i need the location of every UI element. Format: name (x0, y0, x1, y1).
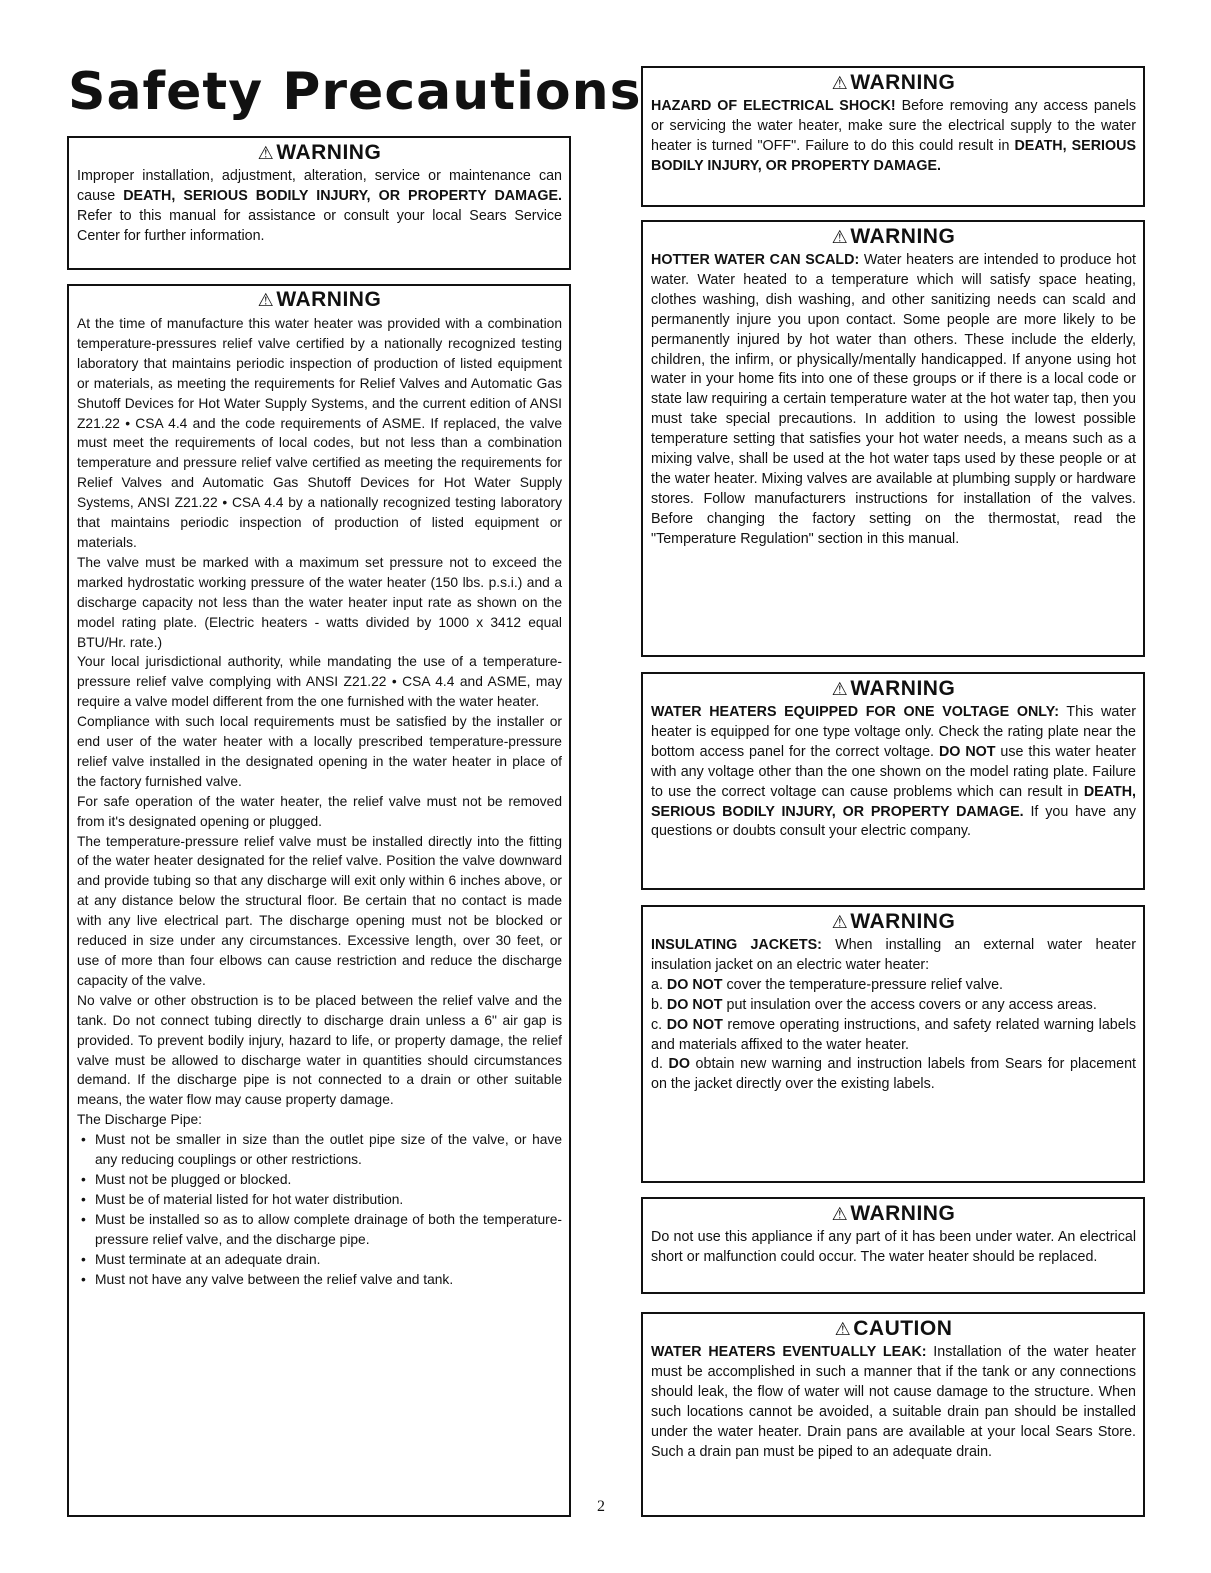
warning-triangle-icon: ⚠ (834, 1319, 852, 1339)
list-item: b. DO NOT put insulation over the access covers or any access areas. (651, 996, 1097, 1013)
page-title: Safety Precautions (68, 62, 642, 122)
warning-heading: ⚠WARNING (831, 677, 956, 700)
warning-heading: ⚠WARNING (831, 1202, 956, 1225)
warning-text: HOTTER WATER CAN SCALD: Water heaters are intended to produce hot water. Water heated to a temperature which will satisfy space heating, clothes washing, dish washing, and other sanitizing needs can scald and permanently injure you upon contact. Some people are more likely to be permanently injured by hot water than others. These include the elderly, children, the infirm, or physically/mentally handicapped. If anyone using hot water in your home fits into one of these groups or if there is a local code or state law requiring a certain temperature water at the hot water tap, then you must take special precautions. In addition to using the lowest possible temperature setting that satisfies your hot water needs, a means such as a mixing valve, shall be used at the hot water taps used by these people or at the water heater. Mixing valves are available at plumbing supply or hardware stores. Follow manufacturers instructions for installation of the valves. Before changing the factory setting on the thermostat, read the "Temperature Regulation" section in this manual. (651, 252, 1137, 547)
paragraph: Compliance with such local requirements must be satisfied by the installer or end user of the water heater with a locally prescribed temperature-pressure relief valve installed in the designated opening in the water heater in place of the factory furnished valve. (77, 714, 562, 789)
warning-box-one-voltage (641, 672, 1145, 890)
list-item: d. DO obtain new warning and instruction labels from Sears for placement on the jacket directly over the existing labels. (651, 1056, 1136, 1093)
list-item: c. DO NOT remove operating instructions, and safety related warning labels and materials affixed to the water heater. (651, 1016, 1137, 1053)
warning-heading: ⚠WARNING (257, 141, 382, 164)
warning-triangle-icon: ⚠ (831, 1204, 849, 1224)
page-number: 2 (597, 1498, 605, 1515)
warning-box-improper-installation (67, 136, 571, 270)
caution-box-leak (641, 1312, 1145, 1517)
paragraph: The valve must be marked with a maximum set pressure not to exceed the marked hydrostatic working pressure of the water heater (150 lbs. p.s.i.) and a discharge capacity not less than the water heater input rate as shown on the model rating plate. (Electric heaters - watts divided by 1000 x 3412 equal BTU/Hr. rate.) (77, 554, 562, 650)
paragraph: Your local jurisdictional authority, while mandating the use of a temperature-pressure relief valve complying with ANSI Z21.22 • CSA 4.4 and ASME, may require a valve model different from the one furnished with the water heater. (77, 654, 562, 710)
caution-text: WATER HEATERS EVENTUALLY LEAK: Installation of the water heater must be accomplished in such a manner that if the tank or any connections should leak, the flow of water will not cause damage to the structure. When such locations cannot be avoided, a suitable drain pan should be installed under the water heater. Drain pans are available at your local Sears Store. Such a drain pan must be piped to an adequate drain. (651, 1344, 1136, 1460)
warning-box-submerged (641, 1197, 1145, 1294)
warning-box-relief-valve (67, 284, 571, 1517)
warning-text: Do not use this appliance if any part of it has been under water. An electrical short or malfunction could occur. The water heater should be replaced. (651, 1229, 1136, 1265)
list-item: • Must terminate at an adequate drain. (77, 1250, 562, 1270)
paragraph: At the time of manufacture this water heater was provided with a combination temperature-pressures relief valve certified by a nationally recognized testing laboratory that maintains periodic inspection of production of listed equipment or materials, as meeting the requirements for Relief Valves and Automatic Gas Shutoff Devices for Hot Water Supply Systems, and the current edition of ANSI Z21.22 • CSA 4.4 and the code requirements of ASME. If replaced, the valve must meet the requirements of local codes, but not less than a combination temperature and pressure relief valve certified as meeting the requirements for Relief Valves and Automatic Gas Shutoff Devices for Hot Water Supply Systems, ANSI Z21.22 • CSA 4.4 by a nationally recognized testing laboratory that maintains periodic inspection of production of listed equipment or materials. (77, 316, 562, 550)
warning-heading: ⚠WARNING (831, 71, 956, 94)
discharge-pipe-list (77, 1130, 562, 1289)
warning-triangle-icon: ⚠ (257, 143, 275, 163)
list-item: • Must be installed so as to allow complete drainage of both the temperature-pressure relief valve, and the discharge pipe. (77, 1210, 562, 1250)
warning-text: HAZARD OF ELECTRICAL SHOCK! Before removing any access panels or servicing the water heater, make sure the electrical supply to the water heater is turned "OFF". Failure to do this could result in DEATH, SERIOUS BODILY INJURY, OR PROPERTY DAMAGE. (651, 98, 1136, 174)
paragraph: The Discharge Pipe: (77, 1112, 203, 1128)
list-item: • Must not be smaller in size than the outlet pipe size of the valve, or have any reducing couplings or other restrictions. (77, 1130, 562, 1170)
warning-triangle-icon: ⚠ (831, 227, 849, 247)
warning-triangle-icon: ⚠ (831, 912, 849, 932)
warning-triangle-icon: ⚠ (831, 73, 849, 93)
list-item: • Must not be plugged or blocked. (77, 1170, 562, 1190)
warning-box-insulating-jackets (641, 905, 1145, 1183)
warning-text: INSULATING JACKETS: When installing an external water heater insulation jacket on an electric water heater: a. DO NOT cover the temperature-pressure relief valve. b. DO NOT put insulation over the access covers or any access areas. c. DO NOT remove operating instructions, and safety related warning labels and materials affixed to the water heater. d. DO obtain new warning and instruction labels from Sears for placement on the jacket directly over the existing labels. (651, 936, 1136, 1095)
warning-triangle-icon: ⚠ (831, 679, 849, 699)
list-item: • Must be of material listed for hot water distribution. (77, 1190, 562, 1210)
warning-text: WATER HEATERS EQUIPPED FOR ONE VOLTAGE ONLY: This water heater is equipped for one type voltage only. Check the rating plate near the bottom access panel for the correct voltage. DO NOT use this water heater with any voltage other than the one shown on the model rating plate. Failure to use the correct voltage can cause problems which can result in DEATH, SERIOUS BODILY INJURY, OR PROPERTY DAMAGE. If you have any questions or doubts consult your electric company. (651, 704, 1136, 840)
warning-heading: ⚠WARNING (831, 910, 956, 933)
paragraph: For safe operation of the water heater, the relief valve must not be removed from it's designated opening or plugged. (77, 793, 562, 829)
warning-heading: ⚠WARNING (257, 288, 382, 311)
warning-text: Improper installation, adjustment, alteration, service or maintenance can cause DEATH, SERIOUS BODILY INJURY, OR PROPERTY DAMAGE. Refer to this manual for assistance or consult your local Sears Service Center for further information. (77, 168, 562, 244)
list-item: a. DO NOT cover the temperature-pressure relief valve. (651, 976, 1004, 993)
paragraph: The temperature-pressure relief valve must be installed directly into the fitting of the water heater designated for the relief valve. Position the valve downward and provide tubing so that any discharge will exit only within 6 inches above, or at any distance below the structural floor. Be certain that no contact is made with any live electrical part. The discharge opening must not be blocked or reduced in size under any circumstances. Excessive length, over 30 feet, or use of more than four elbows can cause restriction and reduce the discharge capacity of the valve. (77, 833, 562, 988)
caution-heading: ⚠CAUTION (834, 1317, 953, 1340)
paragraph: No valve or other obstruction is to be placed between the relief valve and the tank. Do not connect tubing directly to discharge drain unless a 6" air gap is provided. To prevent bodily injury, hazard to life, or property damage, the relief valve must be allowed to discharge water in quantities should circumstances demand. If the discharge pipe is not connected to a drain or other suitable means, the water flow may cause property damage. (77, 992, 562, 1108)
list-item: • Must not have any valve between the relief valve and tank. (77, 1270, 562, 1290)
warning-box-electrical-shock (641, 66, 1145, 207)
warning-text (77, 314, 562, 1289)
warning-triangle-icon: ⚠ (257, 290, 275, 310)
warning-heading: ⚠WARNING (831, 225, 956, 248)
warning-box-scald (641, 220, 1145, 657)
